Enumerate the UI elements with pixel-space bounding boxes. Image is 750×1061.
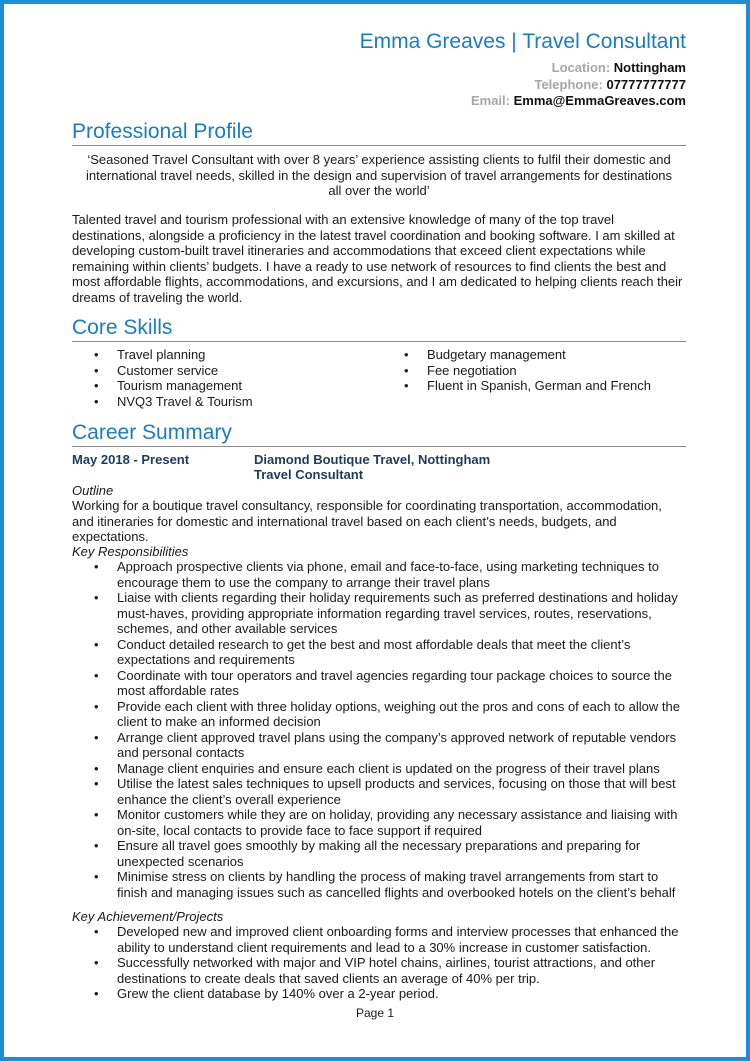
outline-label: Outline	[72, 483, 114, 498]
contact-location	[552, 60, 686, 75]
skill-item: • Fee negotiation	[382, 363, 686, 379]
job-role: Travel Consultant	[254, 467, 364, 482]
outline-text: Working for a boutique travel consultancy, responsible for coordinating transportation, accommodation, and itineraries for domestic and international travel based on each client’s needs, budgets, and expectations.	[72, 498, 662, 544]
telephone-label: Telephone:	[534, 77, 603, 92]
contact-telephone	[534, 77, 686, 92]
skills-heading: Core Skills	[72, 316, 686, 342]
responsibilities-block	[72, 559, 686, 900]
job-date: May 2018 - Present	[72, 452, 190, 467]
skill-item: • Customer service	[72, 363, 382, 379]
achievements-list	[72, 924, 686, 1002]
responsibility-item: • Monitor customers while they are on holiday, providing any necessary assistance and liaising with on-site, local contacts to provide face to face support if required	[72, 807, 686, 838]
skill-item: • Travel planning	[72, 347, 382, 363]
skill-item: • Fluent in Spanish, German and French	[382, 378, 686, 394]
achievement-item: • Successfully networked with major and VIP hotel chains, airlines, tourist attractions, and other destinations to create deals that saved clients an average of 40% per trip.	[72, 955, 686, 986]
achievements-block	[72, 924, 686, 1002]
skills-right-list	[382, 347, 686, 394]
telephone-value: 07777777777	[606, 77, 686, 92]
profile-quote: ‘Seasoned Travel Consultant with over 8 years’ experience assisting clients to fulfil their domestic and international travel needs, skilled in the design and supervision of travel arrangements for destinations all over the world’	[85, 152, 673, 198]
profile-body: Talented travel and tourism professional with an extensive knowledge of many of the top travel destinations, alongside a proficiency in the latest travel coordination and booking software. I am skilled at developing custom-built travel itineraries and accommodations that exceed client expectations while remaining within clients’ budgets. I have a ready to use network of resources to find clients the best and most affordable flights, accommodations, and excursions, and I am dedicated to helping clients reach their dreams of traveling the world.	[72, 212, 683, 305]
skills-left-column	[72, 347, 382, 409]
responsibility-item: • Conduct detailed research to get the best and most affordable deals that meet the client’s expectations and requirements	[72, 637, 686, 668]
responsibility-item: • Coordinate with tour operators and travel agencies regarding tour package choices to source the most affordable rates	[72, 668, 686, 699]
achievement-item: • Grew the client database by 140% over a 2-year period.	[72, 986, 686, 1002]
page-number: Page 1	[355, 1006, 395, 1020]
responsibilities-label: Key Responsibilities	[72, 544, 189, 559]
responsibilities-list	[72, 559, 686, 900]
responsibility-item: • Liaise with clients regarding their holiday requirements such as preferred destinations and holiday must-haves, providing appropriate information regarding travel services, routes, reservations, schemes, and other available services	[72, 590, 686, 637]
responsibility-item: • Approach prospective clients via phone, email and face-to-face, using marketing techniques to encourage them to use the company to arrange their travel plans	[72, 559, 686, 590]
achievements-label: Key Achievement/Projects	[72, 909, 224, 924]
responsibility-item: • Provide each client with three holiday options, weighing out the pros and cons of each to allow the client to make an informed decision	[72, 699, 686, 730]
career-heading: Career Summary	[72, 421, 686, 447]
skills-left-list	[72, 347, 382, 409]
profile-heading: Professional Profile	[72, 120, 686, 146]
responsibility-item: • Utilise the latest sales techniques to upsell products and services, focusing on those that will best enhance the client’s overall experience	[72, 776, 686, 807]
email-value[interactable]: Emma@EmmaGreaves.com	[513, 93, 686, 108]
skill-item: • Budgetary management	[382, 347, 686, 363]
responsibility-item: • Manage client enquiries and ensure each client is updated on the progress of their travel plans	[72, 761, 686, 777]
achievement-item: • Developed new and improved client onboarding forms and interview processes that enhanced the ability to understand client requirements and lead to a 30% increase in customer satisfaction.	[72, 924, 686, 955]
skill-item: • NVQ3 Travel & Tourism	[72, 394, 382, 410]
name-title: Emma Greaves | Travel Consultant	[359, 30, 686, 53]
skills-right-column	[382, 347, 686, 394]
location-label: Location:	[551, 60, 611, 75]
job-employer: Diamond Boutique Travel, Nottingham	[254, 452, 491, 467]
location-value: Nottingham	[613, 60, 686, 75]
responsibility-item: • Minimise stress on clients by handling the process of making travel arrangements from start to finish and managing issues such as cancelled flights and overbooked hotels on the client’s behalf	[72, 869, 686, 900]
skill-item: • Tourism management	[72, 378, 382, 394]
responsibility-item: • Arrange client approved travel plans using the company’s approved network of reputable vendors and personal contacts	[72, 730, 686, 761]
responsibility-item: • Ensure all travel goes smoothly by making all the necessary preparations and preparing for unexpected scenarios	[72, 838, 686, 869]
email-label: Email:	[470, 93, 510, 108]
contact-email	[471, 93, 686, 108]
